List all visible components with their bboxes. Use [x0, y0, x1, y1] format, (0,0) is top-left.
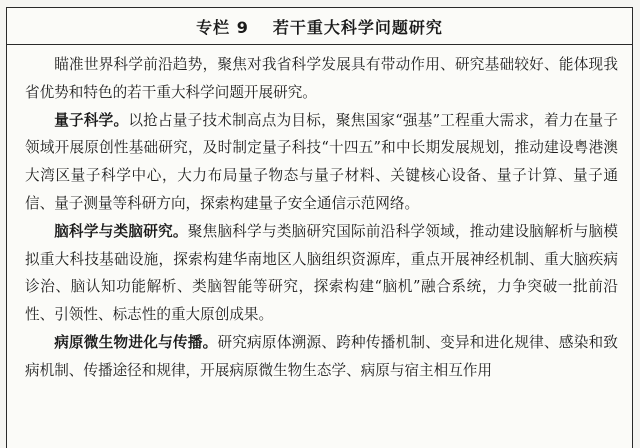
brain-text: 聚焦脑科学与类脑研究国际前沿科学领域，推动建设脑解析与脑模拟重大科技基础设施，探索构建华南地区人脑组织资源库，重点开展神经机制、重大脑疾病诊治、脑认知功能解析、类脑智能等研究，探索构建“脑机”融合系统，力争突破一批前沿性、引领性、标志性的重大原创成果。 — [25, 222, 618, 324]
pathogen-paragraph — [25, 329, 618, 385]
brain-heading: 脑科学与类脑研究。 — [54, 222, 188, 240]
quantum-heading: 量子科学。 — [54, 111, 129, 129]
column-box — [6, 7, 633, 448]
intro-paragraph — [25, 51, 618, 107]
quantum-paragraph — [25, 107, 618, 218]
pathogen-text: 研究病原体溯源、跨种传播机制、变异和进化规律、感染和致病机制、传播途径和规律，开展病原微生物生态学、病原与宿主相互作用 — [25, 333, 618, 379]
box-content — [7, 45, 632, 385]
brain-paragraph — [25, 218, 618, 329]
box-title: 若干重大科学问题研究 — [272, 17, 443, 37]
quantum-text: 以抢占量子技术制高点为目标，聚焦国家“强基”工程重大需求，着力在量子领域开展原创性基础研究，及时制定量子科技“十四五”和中长期发展规划，推动建设粤港澳大湾区量子科学中心，大力布局量子物态与量子材料、关键核心设备、量子计算、量子通信、量子测量等科研方向，探索构建量子安全通信示范网络。 — [25, 111, 618, 212]
intro-text: 瞄准世界科学前沿趋势，聚焦对我省科学发展具有带动作用、研究基础较好、能体现我省优势和特色的若干重大科学问题开展研究。 — [25, 56, 618, 101]
pathogen-heading: 病原微生物进化与传播。 — [54, 333, 218, 351]
box-title-bar — [7, 8, 632, 45]
box-number: 专栏 9 — [196, 17, 249, 37]
